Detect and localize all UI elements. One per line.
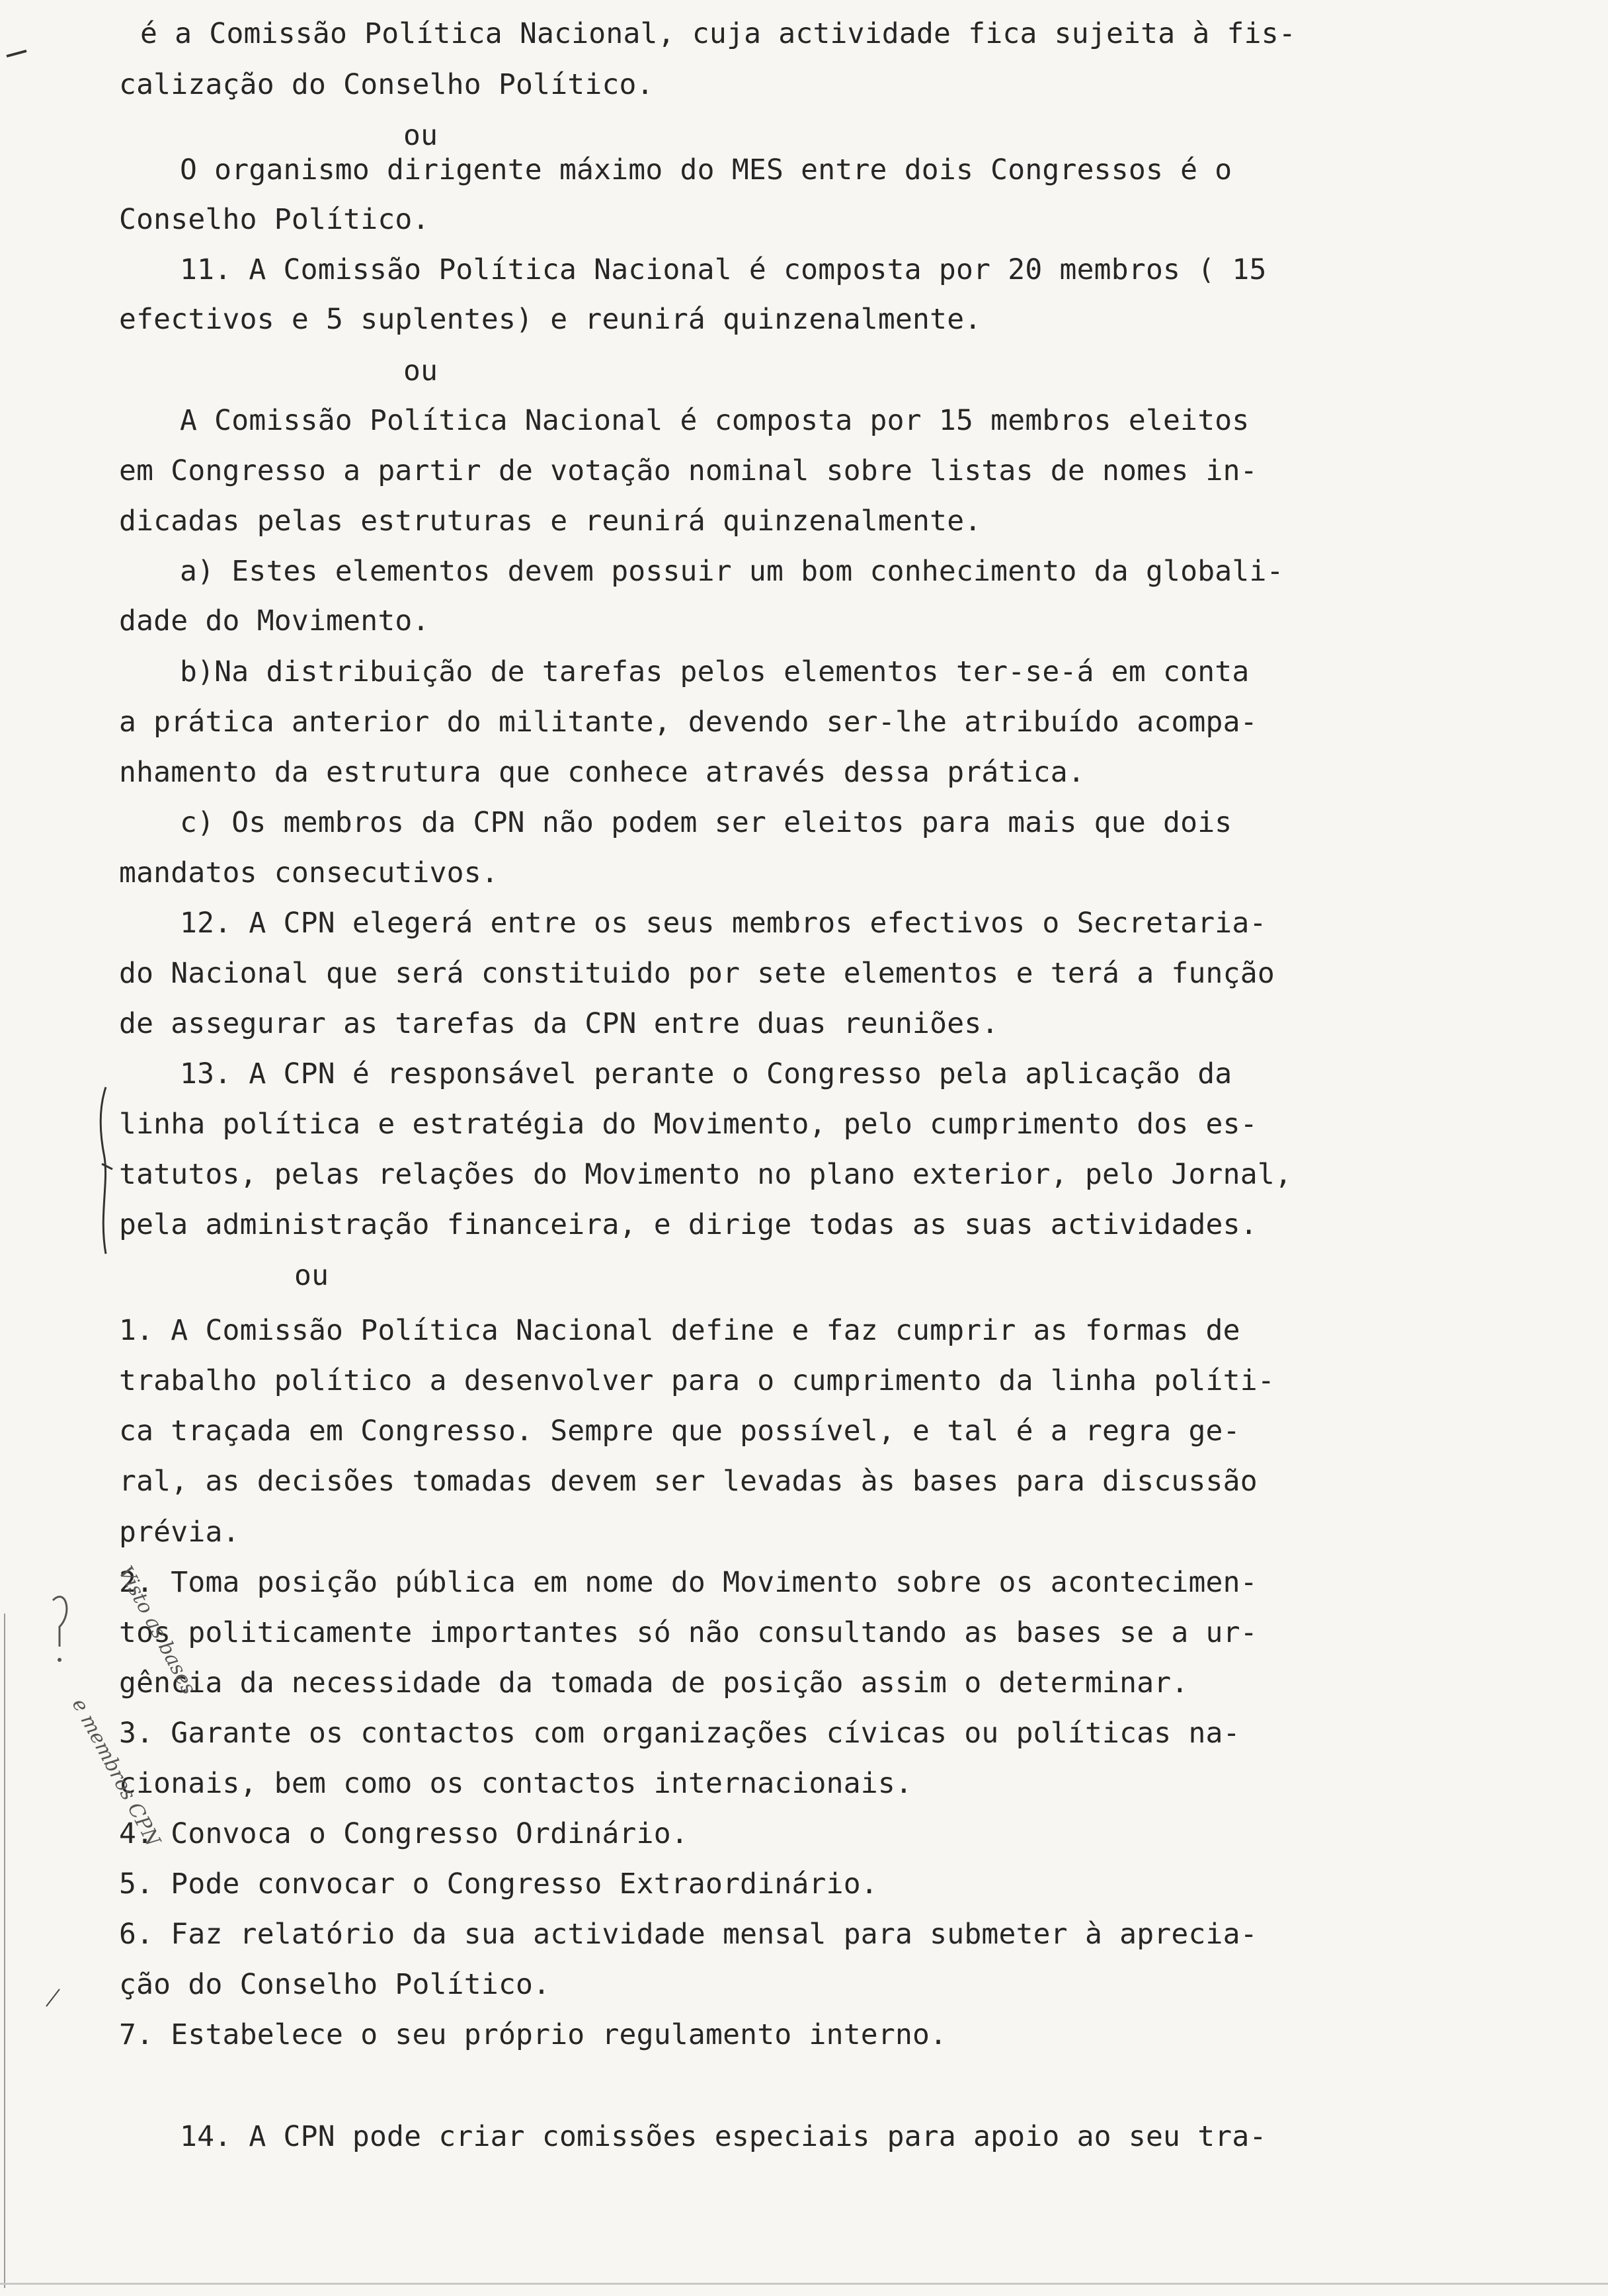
text-line: A Comissão Política Nacional é composta por 15 membros eleitos (180, 404, 1250, 437)
text-line: é a Comissão Política Nacional, cuja actividade fica sujeita à fis- (140, 17, 1296, 50)
text-line: 1. A Comissão Política Nacional define e faz cumprir as formas de (119, 1314, 1240, 1347)
text-line: calização do Conselho Político. (119, 68, 654, 101)
text-line: de assegurar as tarefas da CPN entre duas reuniões. (119, 1007, 999, 1040)
text-line: ou (403, 119, 438, 152)
text-line: dicadas pelas estruturas e reunirá quinzenalmente. (119, 505, 982, 538)
text-line: b)Na distribuição de tarefas pelos elementos ter-se-á em conta (180, 655, 1250, 688)
text-line: linha política e estratégia do Movimento, pelo cumprimento dos es- (119, 1108, 1258, 1141)
text-line: ou (403, 354, 438, 388)
svg-text:Visto as bases: Visto as bases (113, 1562, 201, 1699)
text-line: ca traçada em Congresso. Sempre que possível, e tal é a regra ge- (119, 1414, 1240, 1448)
text-line: gência da necessidade da tomada de posição assim o determinar. (119, 1666, 1189, 1700)
text-line: em Congresso a partir de votação nominal sobre listas de nomes in- (119, 454, 1258, 487)
text-line: 2. Toma posição pública em nome do Movimento sobre os acontecimen- (119, 1566, 1258, 1599)
text-line: O organismo dirigente máximo do MES entre dois Congressos é o (180, 153, 1232, 186)
text-line: dade do Movimento. (119, 604, 430, 637)
text-line: 7. Estabelece o seu próprio regulamento interno. (119, 2018, 947, 2051)
text-line: prévia. (119, 1516, 240, 1549)
text-line: 5. Pode convocar o Congresso Extraordinário. (119, 1867, 878, 1901)
text-line: trabalho político a desenvolver para o cumprimento da linha políti- (119, 1364, 1275, 1397)
text-line: 6. Faz relatório da sua actividade mensal para submeter à aprecia- (119, 1918, 1258, 1951)
text-line: 11. A Comissão Política Nacional é composta por 20 membros ( 15 (180, 253, 1267, 286)
text-line: efectivos e 5 suplentes) e reunirá quinzenalmente. (119, 303, 982, 336)
text-line: 3. Garante os contactos com organizações cívicas ou políticas na- (119, 1717, 1240, 1750)
stray-mark (0, 36, 40, 63)
text-line: 13. A CPN é responsável perante o Congresso pela aplicação da (180, 1057, 1232, 1090)
page-edge-shadow (4, 1614, 5, 2288)
text-line: Conselho Político. (119, 203, 430, 236)
stray-mark (40, 1984, 66, 2010)
text-line: ou (294, 1259, 329, 1292)
text-line: a prática anterior do militante, devendo ser-lhe atribuído acompa- (119, 706, 1258, 739)
text-line: 14. A CPN pode criar comissões especiais para apoio ao seu tra- (180, 2120, 1267, 2153)
text-line: nhamento da estrutura que conhece através dessa prática. (119, 756, 1085, 789)
text-line: pela administração financeira, e dirige todas as suas actividades. (119, 1208, 1258, 1241)
text-line: ral, as decisões tomadas devem ser levadas às bases para discussão (119, 1465, 1258, 1498)
text-line: cionais, bem como os contactos internacionais. (119, 1767, 913, 1800)
text-line: tos politicamente importantes só não consultando as bases se a ur- (119, 1616, 1258, 1649)
text-line: tatutos, pelas relações do Movimento no plano exterior, pelo Jornal, (119, 1158, 1292, 1191)
svg-text:e membros CPN: e membros CPN (67, 1694, 165, 1850)
text-line: do Nacional que será constituido por sete elementos e terá a função (119, 957, 1275, 990)
text-line: 4. Convoca o Congresso Ordinário. (119, 1817, 688, 1850)
text-line: 12. A CPN elegerá entre os seus membros efectivos o Secretaria- (180, 907, 1267, 940)
page-bottom-edge (0, 2283, 1608, 2285)
text-line: a) Estes elementos devem possuir um bom conhecimento da globali- (180, 555, 1284, 588)
handwritten-note-mark (26, 1547, 201, 1891)
margin-bracket-mark (86, 1085, 119, 1256)
text-line: ção do Conselho Político. (119, 1968, 551, 2001)
text-line: mandatos consecutivos. (119, 856, 499, 889)
text-line: c) Os membros da CPN não podem ser eleitos para mais que dois (180, 806, 1232, 839)
